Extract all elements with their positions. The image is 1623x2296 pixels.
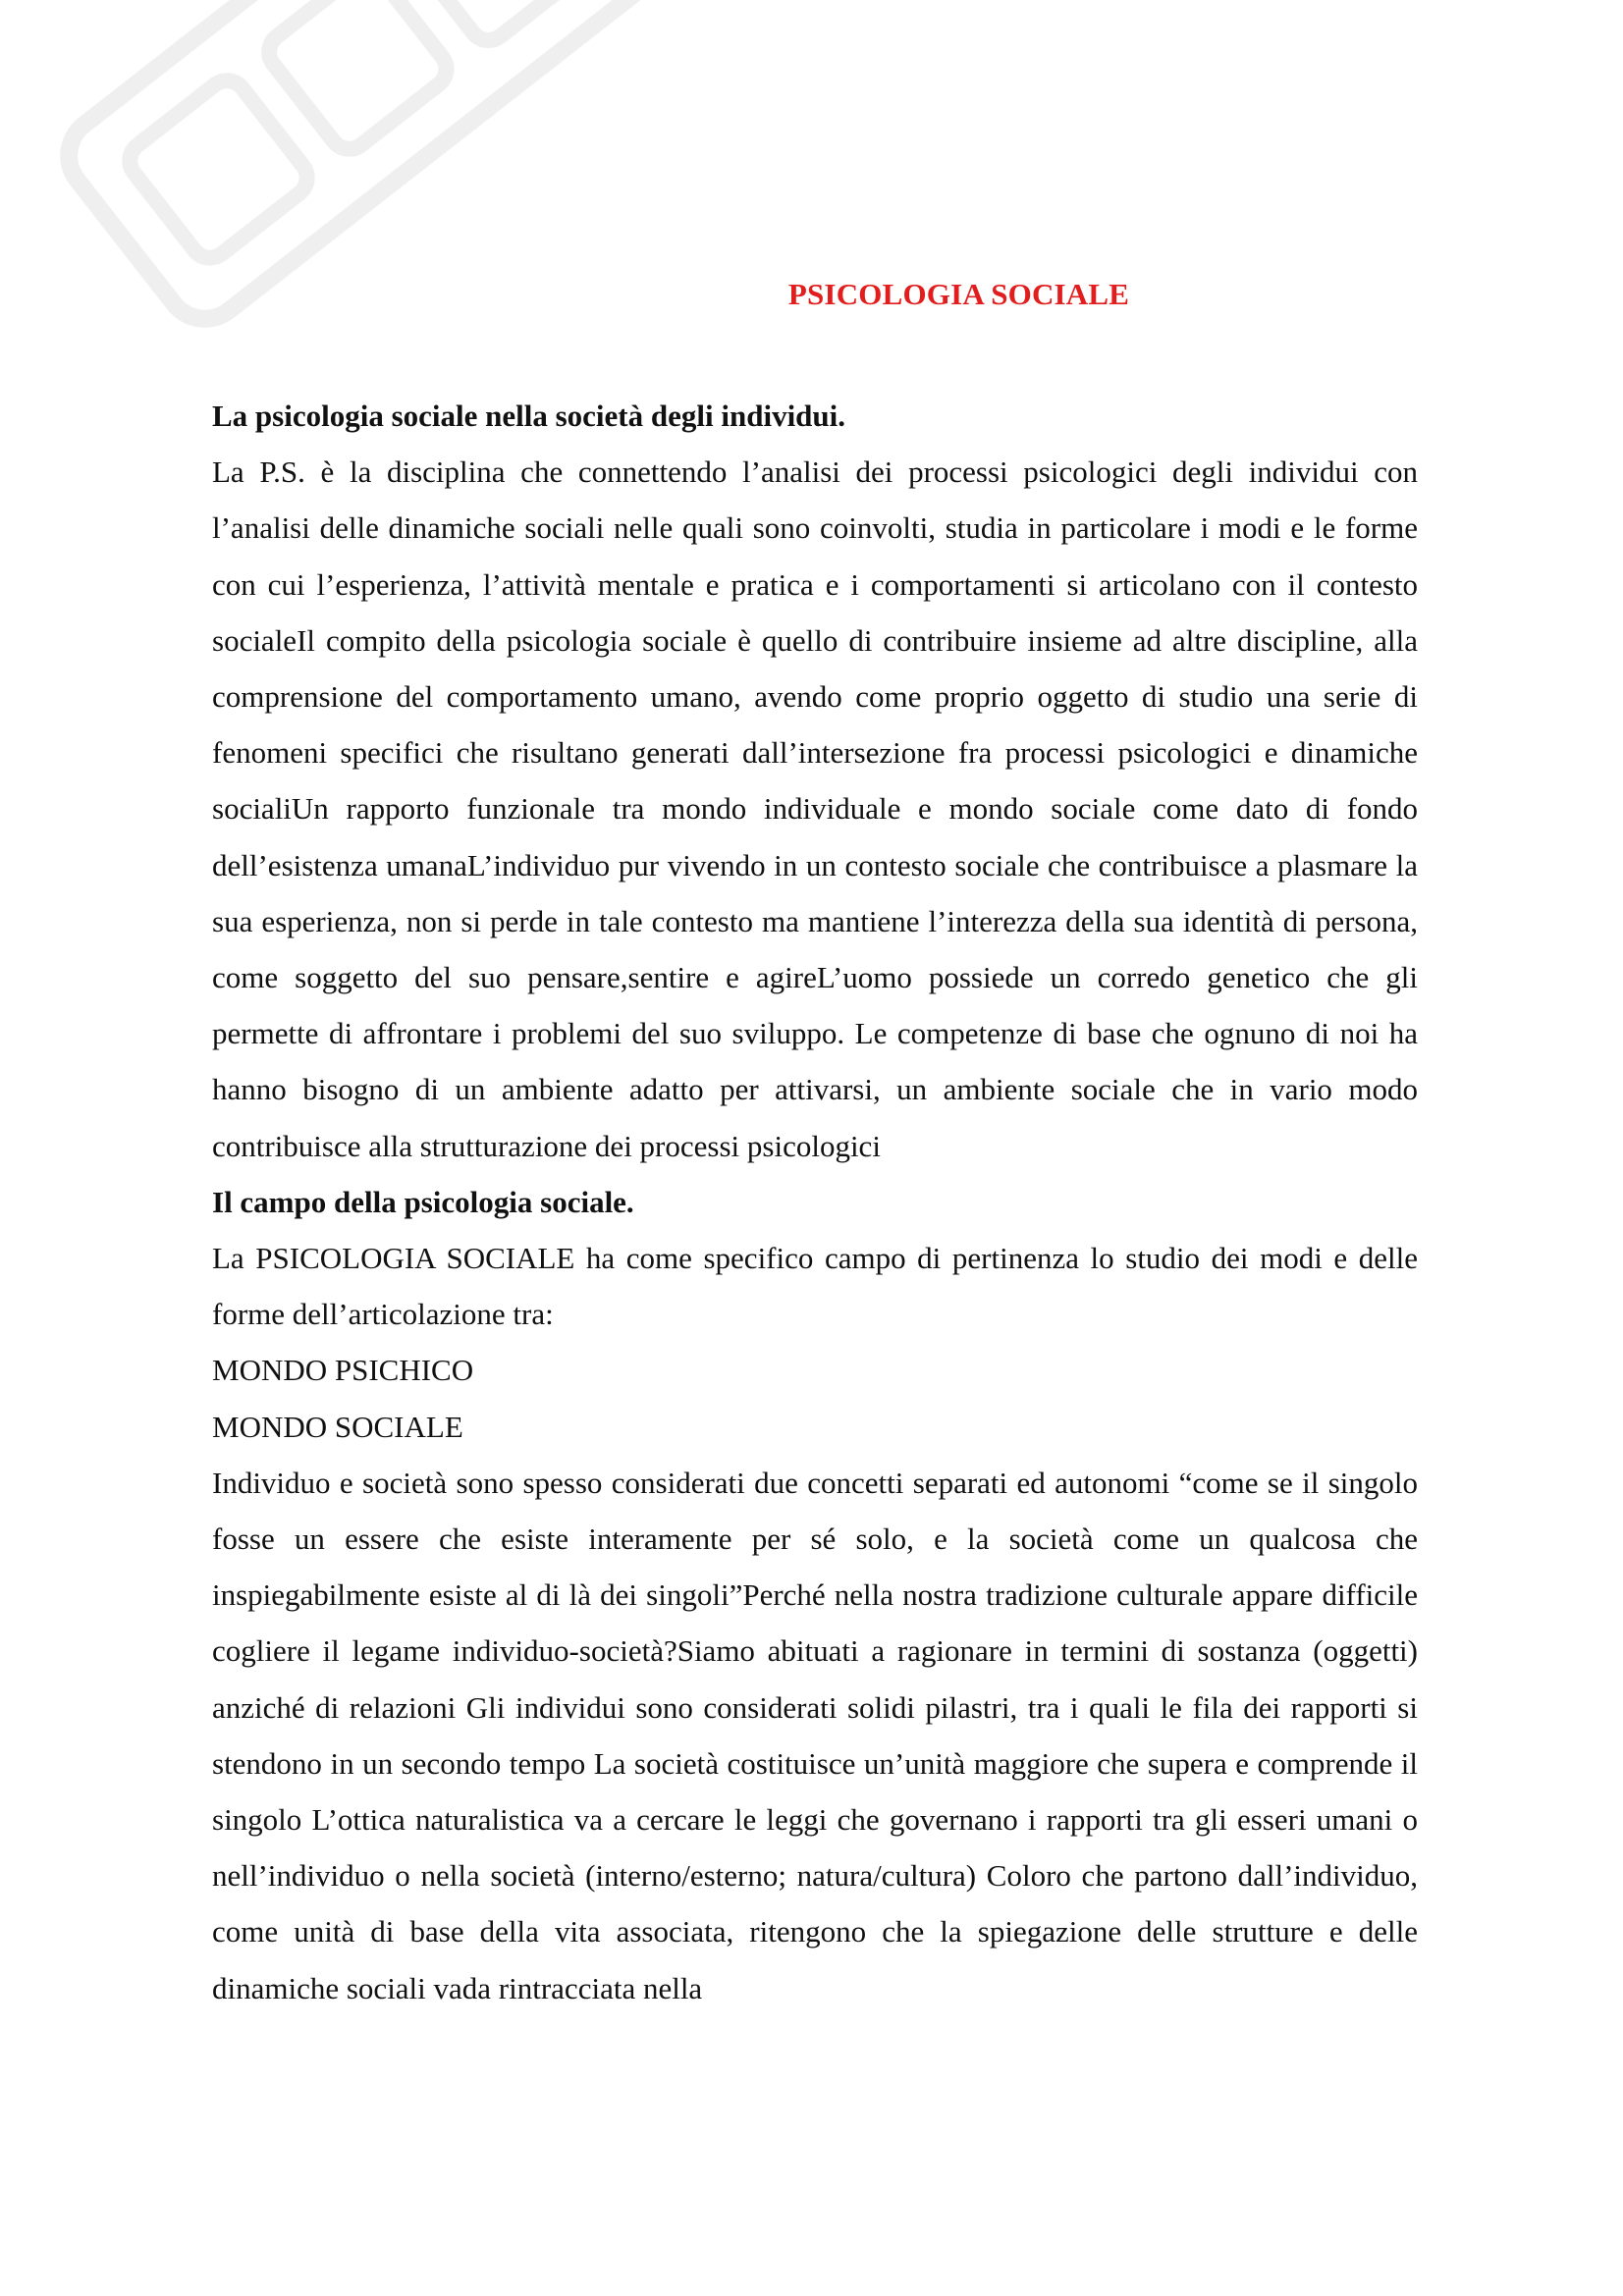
- body-paragraph: La P.S. è la disciplina che connettendo l’analisi dei processi psicologici degli individui con l’analisi delle dinamiche sociali nelle quali sono coinvolti, studia in particolare i modi e le forme con cui l’esperienza, l’attività mentale e pratica e i comportamenti si articolano con il contesto socialeIl compito della psicologia sociale è quello di contribuire insieme ad altre discipline, alla comprensione del comportamento umano, avendo come proprio oggetto di studio una serie di fenomeni specifici che risultano generati dall’intersezione fra processi psicologici e dinamiche socialiUn rapporto funzionale tra mondo individuale e mondo sociale come dato di fondo dell’esistenza umanaL’individuo pur vivendo in un contesto sociale che contribuisce a plasmare la sua esperienza, non si perde in tale contesto ma mantiene l’interezza della sua identità di persona, come soggetto del suo pensare,sentire e agireL’uomo possiede un corredo genetico che gli permette di affrontare i problemi del suo sviluppo. Le competenze di base che ognuno di noi ha hanno bisogno di un ambiente adatto per attivarsi, un ambiente sociale che in vario modo contribuisce alla strutturazione dei processi psicologici: [212, 454, 1418, 1163]
- list-item: MONDO SOCIALE: [212, 1409, 463, 1444]
- section-heading: La psicologia sociale nella società degli individui.: [212, 399, 846, 433]
- body-paragraph: La PSICOLOGIA SOCIALE ha come specifico campo di pertinenza lo studio dei modi e delle forme dell’articolazione tra:: [212, 1241, 1418, 1332]
- document-body: [212, 388, 1418, 2016]
- list-item: MONDO PSICHICO: [212, 1353, 474, 1388]
- body-paragraph: Individuo e società sono spesso considerati due concetti separati ed autonomi “come se il singolo fosse un essere che esiste interamente per sé solo, e la società come un qualcosa che inspiegabilmente esiste al di là dei singoli”Perché nella nostra tradizione culturale appare difficile cogliere il legame individuo-società?Siamo abituati a ragionare in termini di sostanza (oggetti) anziché di relazioni Gli individui sono considerati solidi pilastri, tra i quali le fila dei rapporti si stendono in un secondo tempo La società costituisce un’unità maggiore che supera e comprende il singolo L’ottica naturalistica va a cercare le leggi che governano i rapporti tra gli esseri umani o nell’individuo o nella società (interno/esterno; natura/cultura) Coloro che partono dall’individuo, come unità di base della vita associata, ritengono che la spiegazione delle strutture e delle dinamiche sociali vada rintracciata nella: [212, 1465, 1418, 2005]
- document-title: PSICOLOGIA SOCIALE: [787, 277, 1130, 311]
- section-heading: Il campo della psicologia sociale.: [212, 1184, 634, 1219]
